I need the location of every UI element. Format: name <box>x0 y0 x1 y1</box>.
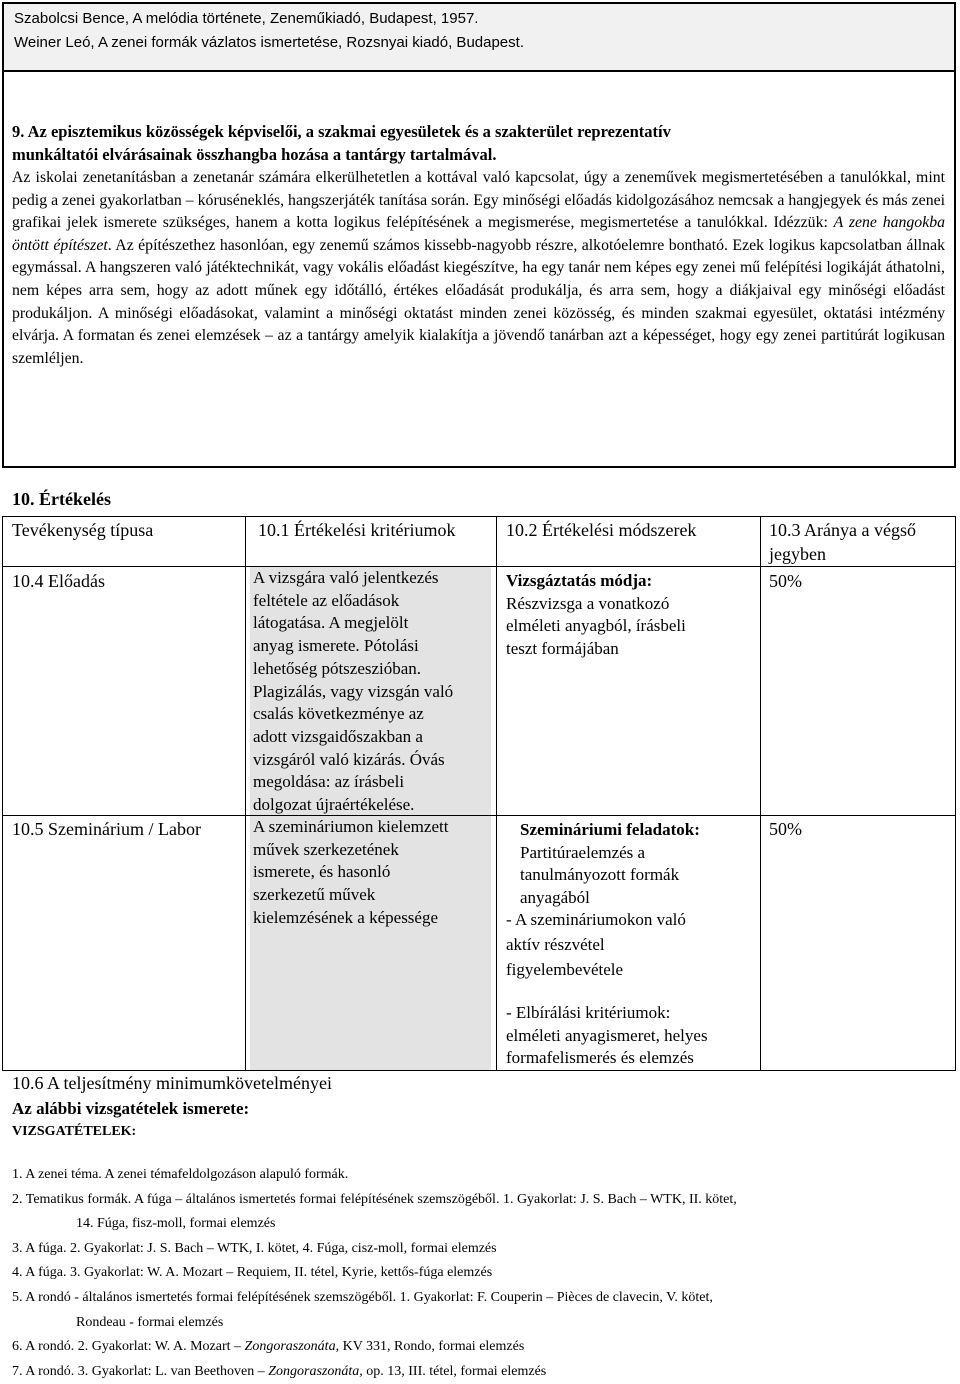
table-border <box>955 516 956 1071</box>
table-row-method-criteria <box>506 1002 708 1070</box>
criteria-line: feltétele az előadások <box>253 590 400 610</box>
exam-topics-label: VIZSGATÉTELEK: <box>12 1124 137 1139</box>
criteria-line: Plagizálás, vagy vizsgán való <box>253 681 454 701</box>
paragraph-text: Az iskolai zenetanításban a zenetanár számára elkerülhetetlen a kottával való kapcsolat, úgy a zeneművek megismertetésében a tanulókkal, mint pedig a zenei gyakorlatban – kóruséneklés, hangszerjáték tanítása során. Egy minőségi előadás kidolgozásához nemcsak a hangjegyek és más zenei grafikai jelek ismerete szükséges, hanem a kotta logikus felépítésének a megismerése, megismertetése a tanulókkal. Idézzük: <box>12 169 945 232</box>
topic-text: 6. A rondó. 2. Gyakorlat: W. A. Mozart – <box>12 1339 245 1355</box>
list-item <box>12 1212 737 1237</box>
method-title: Szemináriumi feladatok: <box>520 820 700 839</box>
criteria-line: dolgozat újraértékelése. <box>253 795 415 815</box>
method-line: Részvizsga a vonatkozó <box>506 593 670 613</box>
list-item <box>12 1237 737 1262</box>
table-border <box>2 516 956 517</box>
criteria-line: csalás következménye az <box>253 704 424 724</box>
method-line: elméleti anyagból, írásbeli <box>506 616 686 636</box>
criteria-line: anyag ismerete. Pótolási <box>253 636 419 656</box>
list-item <box>12 1335 737 1360</box>
list-item <box>12 1261 737 1286</box>
topic-text: 7. A rondó. 3. Gyakorlat: L. van Beethoven – <box>12 1363 269 1379</box>
paragraph-quote: A zene hangokba öntött építészet <box>12 214 946 254</box>
topic-text: 5. A rondó - általános ismertetés formai felépítésének szemszögéből. 1. Gyakorlat: F. Couperin – Pièces de clavecin, V. kötet, <box>12 1289 713 1305</box>
table-row-ratio: 50% <box>769 819 802 839</box>
min-requirements-heading: 10.6 A teljesítmény minimumkövetelményei <box>12 1073 332 1093</box>
criteria-line: megoldása: az írásbeli <box>253 772 405 792</box>
criteria-line: kielemzésének a képessége <box>253 907 439 927</box>
list-item <box>12 1188 737 1213</box>
criteria-line: lehetőség pótszeszióban. <box>253 658 422 678</box>
col-header-ratio: 10.3 Aránya a végső jegyben <box>769 520 916 564</box>
criteria-line: látogatása. A megjelölt <box>253 613 409 633</box>
criteria-line: vizsgáról való kizárás. Óvás <box>253 749 445 769</box>
exam-knowledge-label: Az alábbi vizsgatételek ismerete: <box>12 1099 250 1118</box>
table-row-method <box>520 819 700 910</box>
criteria-line: művek szerkezetének <box>253 839 399 859</box>
section-9-paragraph <box>12 167 945 370</box>
reference-line: Szabolcsi Bence, A melódia története, Zeneműkiadó, Budapest, 1957. <box>14 10 479 27</box>
table-border <box>496 516 497 1071</box>
table-row-criteria <box>253 567 453 817</box>
method-line: Partitúraelemzés a <box>520 842 646 862</box>
table-border <box>2 516 3 1071</box>
section-9-heading-line: 9. Az episztemikus közösségek képviselői, a szakmai egyesületek és a szakterület reprezentatív <box>12 122 671 141</box>
topic-italic: Zongoraszonáta <box>244 1339 336 1355</box>
table-border <box>760 516 761 1071</box>
method-line: figyelembevétele <box>506 960 624 979</box>
topic-text: 1. A zenei téma. A zenei témafeldolgozáson alapuló formák. <box>12 1167 349 1182</box>
col-header-methods: 10.2 Értékelési módszerek <box>506 520 697 540</box>
table-row-method <box>506 570 686 661</box>
criteria-line: ismerete, és hasonló <box>253 862 391 882</box>
method-line: aktív részvétel <box>506 935 605 954</box>
paragraph-text: . Az építészethez hasonlóan, egy zenemű számos kissebb-nagyobb részre, alkotóelemre bontható. Ezek logikus kapcsolatban állnak egymással. A hangszeren való játéktechnikát, vagy vokális előadást kiegészítve, ha egy tanár nem képes egy zenei mű felépítési logikáját áthatolni, nem képes arra sem, hogy az adott műnek egy időtálló, értékes előadását produkálja, és arra sem, hogy a diákjaival egy minőségi előadást produkáljon. A minőségi előadásokat, valamint a minőségi oktatást minden zenei közösség, és minden szakmai egyesület, oktatási intézmény elvárja. A formatan és zenei elemzések – az a tantárgy amelyik kialakítja a jövendő tanárban azt a képességet, hogy egy zenei partitúrát logikusan szemléljen. <box>12 236 945 367</box>
topic-text: 14. Fúga, fisz-moll, formai elemzés <box>76 1216 276 1232</box>
table-border <box>245 516 246 1071</box>
list-item <box>12 1360 737 1384</box>
col-header-type: Tevékenység típusa <box>12 520 154 540</box>
criteria-line: szerkezetű művek <box>253 885 376 905</box>
section-9-heading <box>12 120 671 166</box>
section-9-heading-line: munkáltatói elvárásainak összhangba hozása a tantárgy tartalmával. <box>12 145 497 164</box>
topic-text: 2. Tematikus formák. A fúga – általános ismertetés formai felépítésének szemszögéből. 1. Gyakorlat: J. S. Bach – WTK, II. kötet, <box>12 1191 737 1207</box>
method-line: elméleti anyagismeret, helyes <box>506 1025 708 1045</box>
criteria-line: A szemináriumon kielemzett <box>253 817 449 836</box>
table-border <box>2 1070 956 1071</box>
topic-text: Rondeau - formai elemzés <box>76 1314 224 1330</box>
table-row-ratio: 50% <box>769 571 802 591</box>
exam-topic-list <box>12 1163 737 1384</box>
method-line: - A szemináriumokon való <box>506 910 686 929</box>
col-header-criteria: 10.1 Értékelési kritériumok <box>258 520 456 540</box>
method-line: formafelismerés és elemzés <box>506 1048 694 1068</box>
list-item <box>12 1311 737 1336</box>
reference-line: Weiner Leó, A zenei formák vázlatos ismertetése, Rozsnyai kiadó, Budapest. <box>14 34 524 51</box>
method-line: teszt formájában <box>506 639 619 659</box>
method-line: - Elbírálási kritériumok: <box>506 1003 671 1022</box>
topic-text: , KV 331, Rondo, formai elemzés <box>335 1339 525 1355</box>
list-item <box>12 1286 737 1311</box>
topic-text: 3. A fúga. 2. Gyakorlat: J. S. Bach – WTK, I. kötet, 4. Fúga, cisz-moll, formai elemzés <box>12 1240 497 1256</box>
method-line: tanulmányozott formák <box>520 865 680 885</box>
method-title: Vizsgáztatás módja: <box>506 571 653 590</box>
references-box <box>2 2 956 72</box>
section-10-heading: 10. Értékelés <box>12 489 111 509</box>
table-row-type: 10.5 Szeminárium / Labor <box>12 819 201 839</box>
topic-text: 4. A fúga. 3. Gyakorlat: W. A. Mozart – Requiem, II. tétel, Kyrie, kettős-fúga elemzés <box>12 1265 493 1281</box>
table-row-method-extra <box>506 907 686 982</box>
table-row-criteria <box>253 816 448 930</box>
criteria-line: A vizsgára való jelentkezés <box>253 568 439 587</box>
table-row-type: 10.4 Előadás <box>12 571 105 591</box>
criteria-line: adott vizsgaidőszakban a <box>253 726 423 746</box>
topic-text: op. 13, III. tétel, formai elemzés <box>362 1363 547 1379</box>
method-line: anyagából <box>520 888 590 908</box>
topic-italic: Zongoraszonáta, <box>268 1363 363 1379</box>
list-item <box>12 1163 737 1188</box>
